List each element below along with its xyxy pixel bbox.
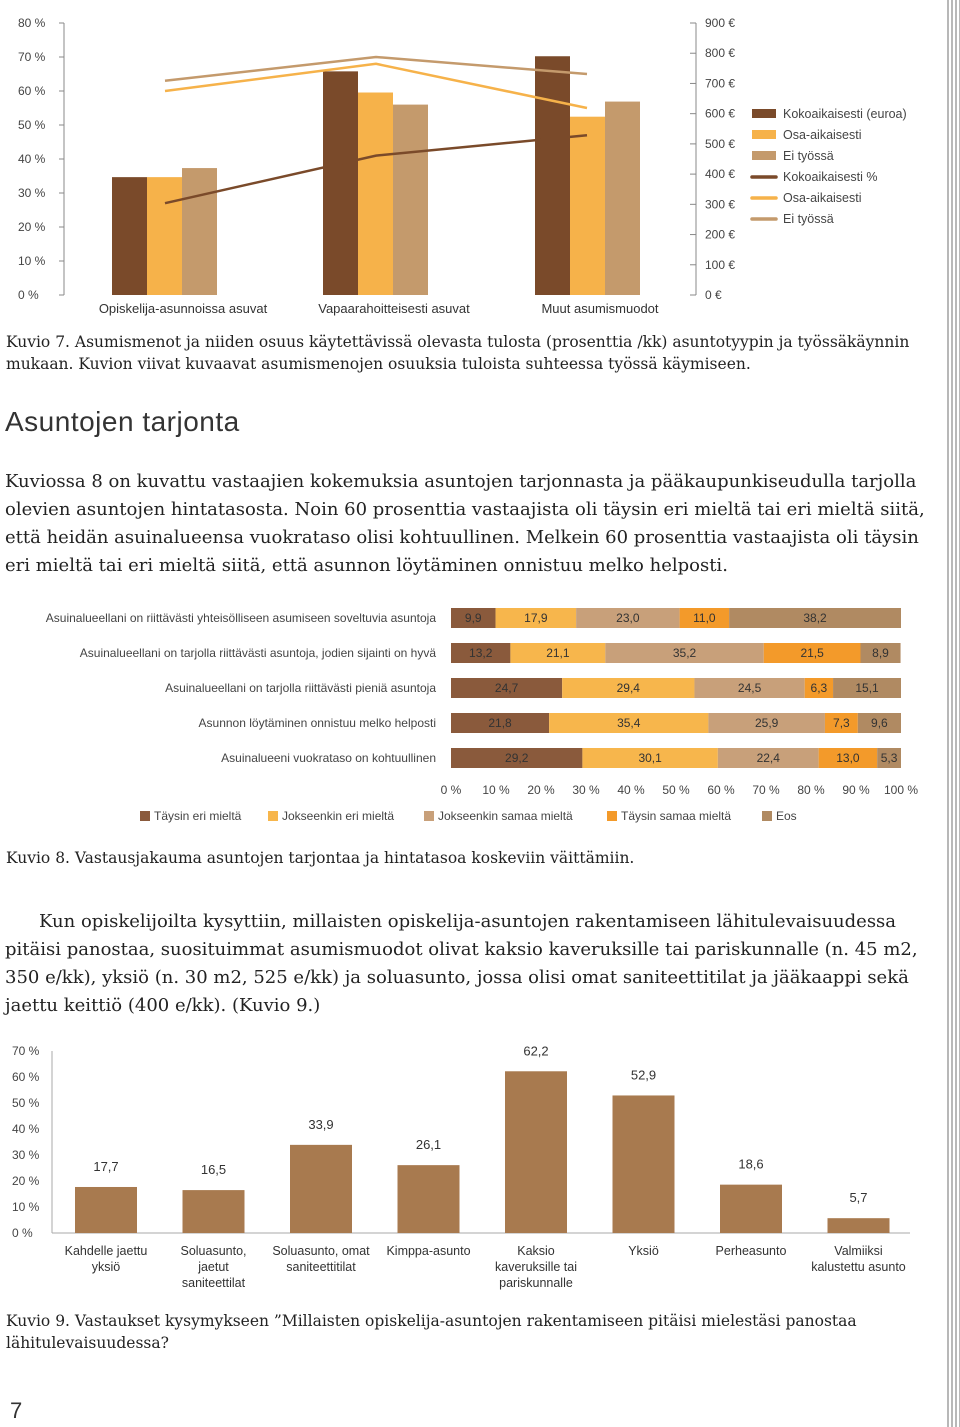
segment-value-label: 35,4 xyxy=(617,716,641,730)
category-label: kalustettu asunto xyxy=(811,1260,906,1274)
right-axis-tick-label: 800 € xyxy=(705,46,736,61)
bar-value-label: 5,7 xyxy=(849,1190,868,1206)
x-tick-label: 10 % xyxy=(482,783,510,797)
left-axis-tick-label: 30 % xyxy=(18,186,46,200)
legend-swatch xyxy=(752,151,776,160)
paragraph-1: Kuviossa 8 on kuvattu vastaajien kokemuksia asuntojen tarjonnasta ja pääkaupunkiseudulla tarjolla olevien asuntojen hintatasosta. Noin 60 prosenttia vastaajista oli täysin eri mieltä tai eri mieltä siitä, että heidän asuinalueensa vuokrataso olisi kohtuullinen. Melkein 60 prosenttia vastaajista oli täysin eri mieltä tai eri mieltä siitä, että asunnon löytäminen onnistuu melko helposti. xyxy=(5,471,925,576)
left-axis-tick-label: 60 % xyxy=(18,84,46,98)
bar-ei-ty-ss- xyxy=(605,102,640,295)
right-axis-tick-label: 700 € xyxy=(705,76,736,91)
legend-swatch xyxy=(268,811,278,821)
segment-value-label: 29,4 xyxy=(616,681,640,695)
bar-value-label: 18,6 xyxy=(738,1156,764,1172)
left-axis-tick-label: 20 % xyxy=(18,220,46,234)
x-tick-label: 100 % xyxy=(883,783,919,797)
bar-kokoaikaisesti-euroa- xyxy=(323,71,358,295)
segment-value-label: 9,9 xyxy=(464,611,482,625)
left-axis-tick-label: 10 % xyxy=(18,254,46,268)
segment-value-label: 15,1 xyxy=(855,681,879,695)
x-tick-label: 0 % xyxy=(440,783,462,797)
legend-label: Kokoaikaisesti (euroa) xyxy=(783,107,907,121)
y-tick-label: 60 % xyxy=(12,1070,40,1084)
right-axis-tick-label: 0 € xyxy=(705,288,722,302)
y-tick-label: 40 % xyxy=(12,1122,40,1136)
category-label: jaetut xyxy=(198,1260,229,1274)
row-label: Asuinalueeni vuokrataso on kohtuullinen xyxy=(221,751,436,765)
bar-kokoaikaisesti-euroa- xyxy=(112,177,147,295)
segment-value-label: 11,0 xyxy=(693,611,716,625)
legend-swatch xyxy=(140,811,150,821)
bar xyxy=(183,1190,245,1233)
segment-value-label: 8,9 xyxy=(872,646,889,660)
segment-value-label: 21,1 xyxy=(546,646,570,660)
bar xyxy=(290,1145,352,1233)
bar-kokoaikaisesti-euroa- xyxy=(535,56,570,295)
row-label: Asunnon löytäminen onnistuu melko helposti xyxy=(198,716,436,730)
bar xyxy=(398,1165,460,1233)
x-tick-label: 20 % xyxy=(527,783,555,797)
right-axis-tick-label: 300 € xyxy=(705,197,736,212)
left-axis-tick-label: 40 % xyxy=(18,152,46,166)
bar-osa-aikaisesti xyxy=(358,93,393,295)
y-tick-label: 30 % xyxy=(12,1148,40,1162)
legend-label: Eos xyxy=(776,809,797,823)
category-label: Valmiiksi xyxy=(834,1244,883,1258)
x-tick-label: 60 % xyxy=(707,783,735,797)
legend-swatch xyxy=(752,109,776,118)
left-axis-tick-label: 50 % xyxy=(18,118,46,132)
segment-value-label: 25,9 xyxy=(754,716,779,730)
row-label: Asuinalueellani on tarjolla riittävästi asuntoja, jodien sijainti on hyvä xyxy=(79,646,436,660)
bar xyxy=(505,1071,567,1233)
segment-value-label: 24,5 xyxy=(737,681,762,695)
legend-swatch xyxy=(424,811,434,821)
figure9-chart xyxy=(0,1040,945,1305)
category-label: saniteettilat xyxy=(181,1276,246,1290)
figure8-chart xyxy=(0,595,945,835)
x-tick-label: 50 % xyxy=(662,783,690,797)
category-label: Kaksio xyxy=(517,1244,555,1258)
right-axis-tick-label: 500 € xyxy=(705,136,736,151)
segment-value-label: 29,2 xyxy=(505,751,529,765)
category-label: Opiskelija-asunnoissa asuvat xyxy=(98,301,268,316)
bar-value-label: 62,2 xyxy=(523,1043,549,1059)
legend-label: Ei työssä xyxy=(783,149,834,163)
bar xyxy=(720,1185,782,1233)
segment-value-label: 24,7 xyxy=(494,681,519,695)
left-axis-tick-label: 70 % xyxy=(18,50,46,64)
bar-value-label: 26,1 xyxy=(415,1137,442,1153)
segment-value-label: 21,5 xyxy=(800,646,824,660)
bar-value-label: 33,9 xyxy=(308,1116,334,1132)
segment-value-label: 38,2 xyxy=(803,611,827,625)
x-tick-label: 70 % xyxy=(752,783,780,797)
legend-label: Osa-aikaisesti xyxy=(783,128,862,142)
y-tick-label: 0 % xyxy=(12,1226,33,1240)
segment-value-label: 9,6 xyxy=(871,716,888,730)
legend-swatch xyxy=(752,130,776,139)
bar-osa-aikaisesti xyxy=(147,177,182,295)
category-label: kaveruksille tai xyxy=(495,1260,577,1274)
right-axis-tick-label: 400 € xyxy=(705,167,736,182)
bar-osa-aikaisesti xyxy=(570,117,605,295)
category-label: Kahdelle jaettu xyxy=(64,1244,148,1258)
category-label: Perheasunto xyxy=(715,1244,787,1258)
y-tick-label: 20 % xyxy=(12,1174,40,1188)
bar-value-label: 16,5 xyxy=(200,1162,227,1178)
bar xyxy=(828,1218,890,1233)
right-axis-tick-label: 100 € xyxy=(705,257,736,272)
category-label: Muut asumismuodot xyxy=(541,301,659,316)
page-number: 7 xyxy=(10,1398,23,1423)
legend-label: Ei työssä xyxy=(783,212,834,226)
segment-value-label: 22,4 xyxy=(756,751,780,765)
x-tick-label: 30 % xyxy=(572,783,600,797)
series-line xyxy=(165,57,587,81)
category-label: pariskunnalle xyxy=(499,1276,573,1290)
figure7-caption: Kuvio 7. Asumismenot ja niiden osuus käytettävissä olevasta tulosta (prosenttia /kk) asuntotyypin ja työssäkäynnin mukaan. Kuvion viivat kuvaavat asumismenojen osuuksia tuloista suhteessa työssä käymiseen. xyxy=(6,333,910,373)
legend-label: Jokseenkin eri mieltä xyxy=(282,809,395,823)
bar-ei-ty-ss- xyxy=(182,168,217,295)
bar-value-label: 52,9 xyxy=(630,1067,657,1083)
segment-value-label: 23,0 xyxy=(616,611,640,625)
legend-swatch xyxy=(762,811,772,821)
section-heading: Asuntojen tarjonta xyxy=(5,406,240,437)
row-label: Asuinalueellani on riittävästi yhteisölliseen asumiseen soveltuvia asuntoja xyxy=(45,611,436,625)
x-tick-label: 40 % xyxy=(617,783,645,797)
legend-label: Osa-aikaisesti xyxy=(783,191,862,205)
page-edge-decoration xyxy=(947,0,960,1427)
segment-value-label: 30,1 xyxy=(638,751,662,765)
segment-value-label: 13,0 xyxy=(836,751,860,765)
category-label: Kimppa-asunto xyxy=(386,1244,471,1258)
category-label: Soluasunto, omat xyxy=(272,1244,370,1258)
legend-label: Jokseenkin samaa mieltä xyxy=(438,809,573,823)
paragraph-2: Kun opiskelijoilta kysyttiin, millaisten opiskelija-asuntojen rakentamiseen lähitulevaisuudessa pitäisi panostaa, suosituimmat asumismuodot olivat kaksio kaveruksille tai pariskunnalle (n. 45 m2, 350 e/kk), yksiö (n. 30 m2, 525 e/kk) ja soluasunto, jossa olisi omat saniteettitilat ja jääkaappi sekä jaettu keittiö (400 e/kk). (Kuvio 9.) xyxy=(5,911,918,1016)
legend-label: Täysin samaa mieltä xyxy=(621,809,732,823)
segment-value-label: 7,3 xyxy=(833,716,850,730)
left-axis-tick-label: 80 % xyxy=(18,16,46,30)
segment-value-label: 13,2 xyxy=(469,646,493,660)
right-axis-tick-label: 600 € xyxy=(705,106,736,121)
legend-label: Kokoaikaisesti % xyxy=(783,170,878,184)
segment-value-label: 21,8 xyxy=(488,716,512,730)
category-label: saniteettitilat xyxy=(286,1260,356,1274)
y-tick-label: 70 % xyxy=(12,1044,40,1058)
segment-value-label: 5,3 xyxy=(880,751,898,765)
category-label: Soluasunto, xyxy=(180,1244,247,1258)
figure8-caption: Kuvio 8. Vastausjakauma asuntojen tarjontaa ja hintatasoa koskeviin väittämiin. xyxy=(6,849,635,867)
x-tick-label: 90 % xyxy=(842,783,870,797)
bar-ei-ty-ss- xyxy=(393,105,428,295)
segment-value-label: 35,2 xyxy=(672,646,697,660)
legend-swatch xyxy=(607,811,617,821)
segment-value-label: 6,3 xyxy=(810,681,828,695)
y-tick-label: 10 % xyxy=(12,1200,40,1214)
segment-value-label: 17,9 xyxy=(524,611,548,625)
right-axis-tick-label: 900 € xyxy=(705,16,736,30)
category-label: Vapaarahoitteisesti asuvat xyxy=(318,301,470,316)
category-label: yksiö xyxy=(91,1260,121,1274)
figure9-caption: Kuvio 9. Vastaukset kysymykseen ”Millaisten opiskelija-asuntojen rakentamiseen pitäisi mielestäsi panostaa lähitulevaisuudessa? xyxy=(6,1312,857,1352)
x-tick-label: 80 % xyxy=(797,783,825,797)
bar-value-label: 17,7 xyxy=(93,1158,119,1174)
category-label: Yksiö xyxy=(628,1244,659,1258)
legend-label: Täysin eri mieltä xyxy=(154,809,242,823)
figure7-chart xyxy=(0,0,945,320)
row-label: Asuinalueellani on tarjolla riittävästi pieniä asuntoja xyxy=(165,681,436,695)
bar xyxy=(75,1187,137,1233)
right-axis-tick-label: 200 € xyxy=(705,227,736,242)
left-axis-tick-label: 0 % xyxy=(18,288,39,302)
y-tick-label: 50 % xyxy=(12,1096,40,1110)
bar xyxy=(613,1095,675,1233)
